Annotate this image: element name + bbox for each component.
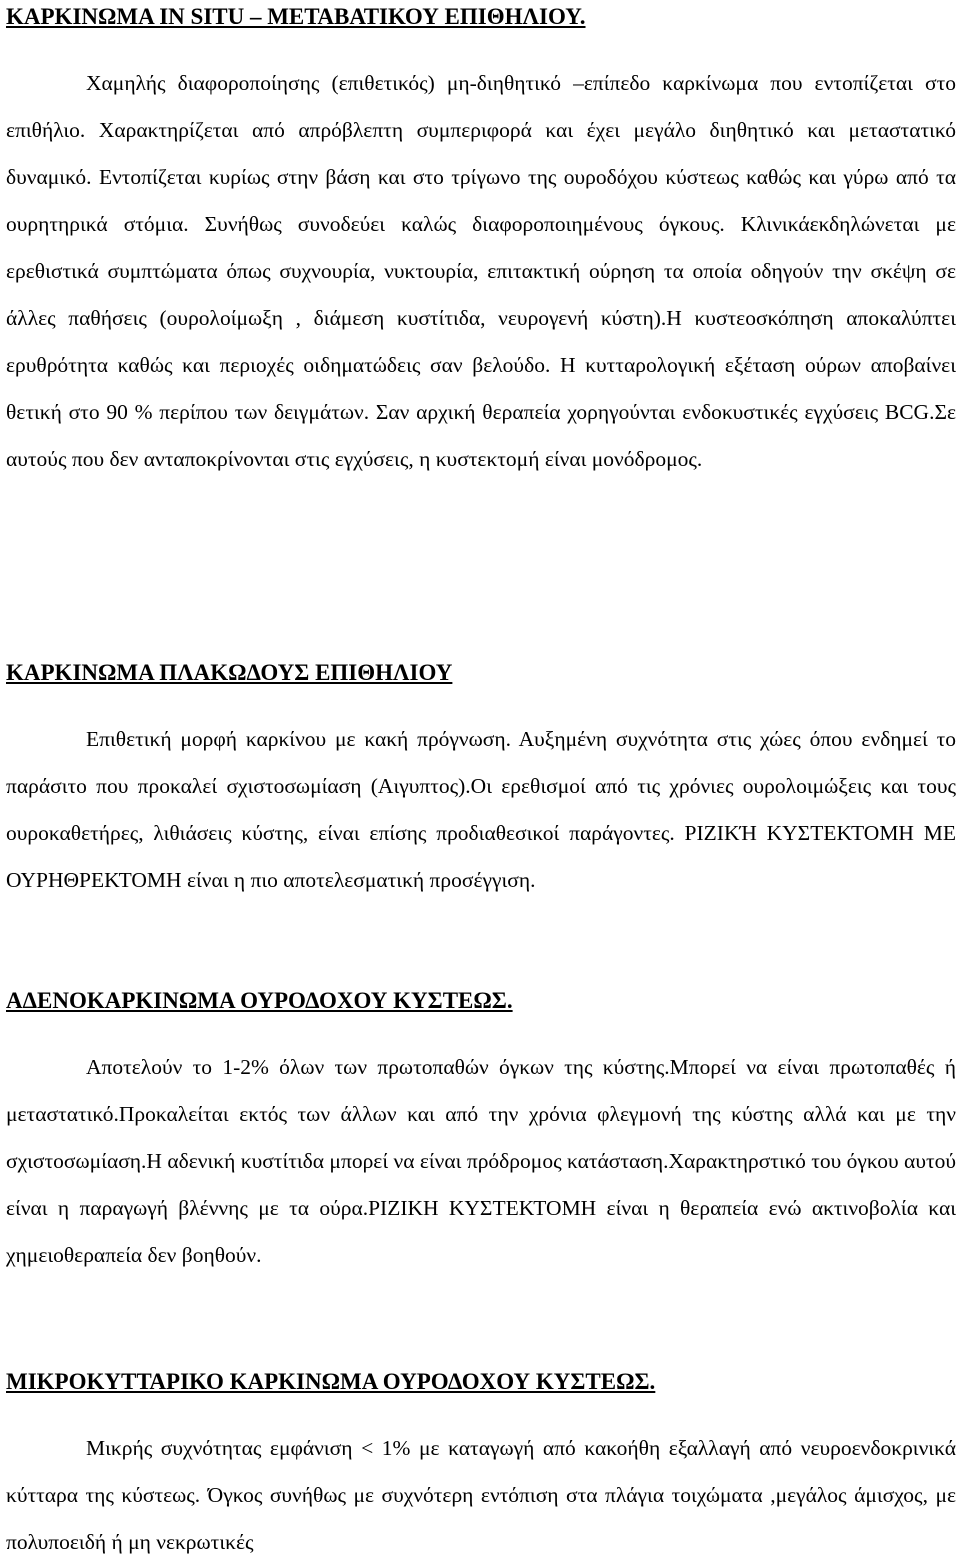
section-paragraph: Χαμηλής διαφοροποίησης (επιθετικός) μη-διηθητικό –επίπεδο καρκίνωμα που εντοπίζεται στο επιθήλιο. Χαρακτηρίζεται από απρόβλεπτη συμπεριφορά και έχει μεγάλο διηθητικό και μεταστατικό δυναμικό. Εντοπίζεται κυρίως στην βάση και στο τρίγωνο της ουροδόχου κύστεως καθώς και γύρω από τα ουρητηρικά στόμια. Συνήθως συνοδεύει καλώς διαφοροποιημένους όγκους. Κλινικάεκδηλώνεται με ερεθιστικά συμπτώματα όπως συχνουρία, νυκτουρία, επιτακτική ούρηση τα οποία οδηγούν την σκέψη σε άλλες παθήσεις (ουρολοίμωξη , διάμεση κυστίτιδα, νευρογενή κύστη).Η κυστεοσκόπηση αποκαλύπτει ερυθρότητα καθώς και περιοχές οιδηματώδεις σαν βελούδο. Η κυτταρολογική εξέταση ούρων αποβαίνει θετική στο 90 % περίπου των δειγμάτων. Σαν αρχική θεραπεία χορηγούνται ενδοκυστικές εγχύσεις BCG.Σε αυτούς που δεν ανταποκρίνονται στις εγχύσεις, η κυστεκτομή είναι μονόδρομος.: [6, 71, 956, 471]
section-squamous-carcinoma: [6, 658, 956, 904]
section-adenocarcinoma: [6, 986, 956, 1279]
section-heading: ΜΙΚΡΟΚΥΤΤΑΡΙΚΟ ΚΑΡΚΙΝΩΜΑ ΟΥΡΟΔΟΧΟΥ ΚΥΣΤΕΩΣ.: [6, 1369, 656, 1394]
section-heading: ΚΑΡΚΙΝΩΜΑ IN SITU – ΜΕΤΑΒΑΤΙΚΟΥ ΕΠΙΘΗΛΙΟΥ.: [6, 4, 586, 29]
section-carcinoma-in-situ: [6, 2, 956, 483]
section-heading: ΑΔΕΝΟΚΑΡΚΙΝΩΜΑ ΟΥΡΟΔΟΧΟΥ ΚΥΣΤΕΩΣ.: [6, 988, 513, 1013]
section-paragraph: Επιθετική μορφή καρκίνου με κακή πρόγνωση. Αυξημένη συχνότητα στις χώες όπου ενδημεί το παράσιτο που προκαλεί σχιστοσωμίαση (Αιγυπτος).Οι ερεθισμοί από τις χρόνιες ουρολοιμώξεις και τους ουροκαθετήρες, λιθιάσεις κύστης, είναι επίσης προδιαθεσικοί παράγοντες. ΡΙΖΙΚΉ ΚΥΣΤΕΚΤΟΜΗ ΜΕ ΟΥΡΗΘΡΕΚΤΟΜΗ είναι η πιο αποτελεσματική προσέγγιση.: [6, 727, 956, 892]
section-paragraph: Μικρής συχνότητας εμφάνιση < 1% με καταγωγή από κακοήθη εξαλλαγή από νευροενδοκρινικά κύτταρα της κύστεως. Όγκος συνήθως με συχνότερη εντόπιση στα πλάγια τοιχώματα ,μεγάλος άμισχος, με πολυποειδή ή μη νεκρωτικές: [6, 1436, 956, 1554]
section-small-cell-carcinoma: [6, 1367, 956, 1566]
section-paragraph: Αποτελούν το 1-2% όλων των πρωτοπαθών όγκων της κύστης.Μπορεί να είναι πρωτοπαθές ή μεταστατικό.Προκαλείται εκτός των άλλων και από την χρόνια φλεγμονή της κύστης αλλά και με την σχιστοσωμίαση.Η αδενική κυστίτιδα μπορεί να είναι πρόδρομος κατάσταση.Χαρακτηρστικό του όγκου αυτού είναι η παραγωγή βλέννης με τα ούρα.ΡΙΖΙΚΗ ΚΥΣΤΕΚΤΟΜΗ είναι η θεραπεία ενώ ακτινοβολία και χημειοθεραπεία δεν βοηθούν.: [6, 1055, 956, 1267]
section-heading: ΚΑΡΚΙΝΩΜΑ ΠΛΑΚΩΔΟΥΣ ΕΠΙΘΗΛΙΟΥ: [6, 660, 453, 685]
